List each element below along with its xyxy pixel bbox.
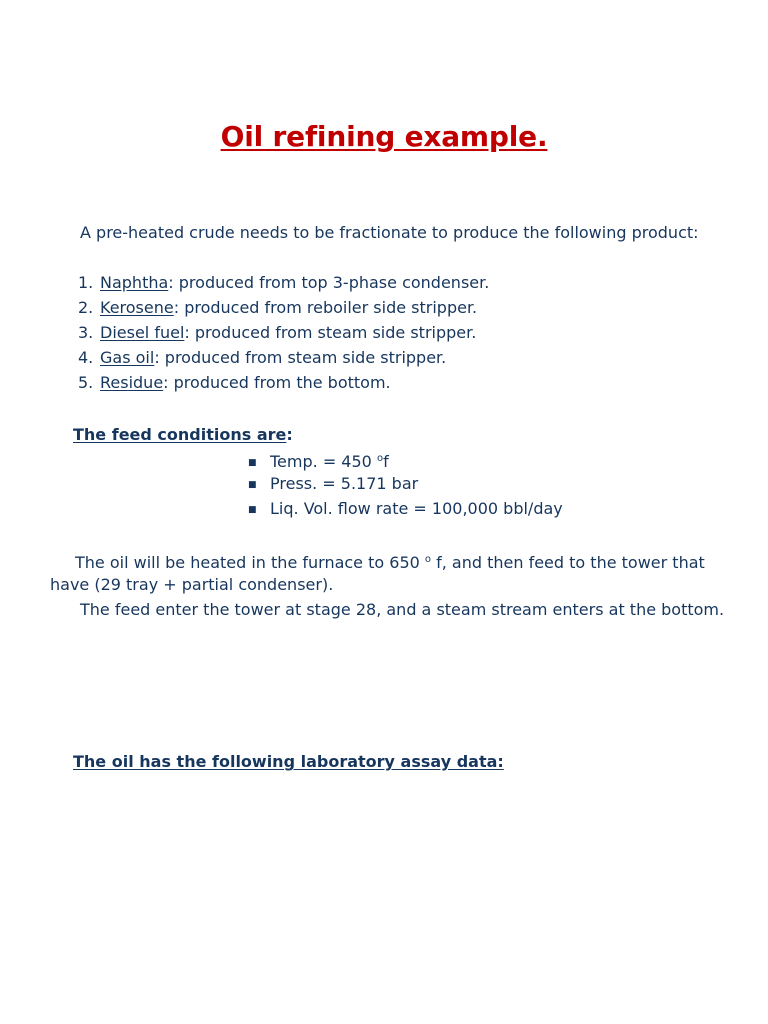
- bullet-icon: ■: [248, 458, 257, 468]
- paragraph-line-1: [75, 550, 705, 573]
- feed-heading-colon: :: [286, 425, 293, 444]
- temp-prefix: Temp. = 450: [270, 452, 377, 471]
- product-list-item: [78, 298, 477, 318]
- pressure-text: Press. = 5.171 bar: [270, 474, 419, 493]
- product-description: : produced from the bottom.: [163, 373, 391, 392]
- product-list-item: [78, 323, 476, 343]
- page-title: Oil refining example.: [220, 120, 548, 153]
- degree-sup: o: [376, 453, 384, 464]
- paragraph-line-3: The feed enter the tower at stage 28, and a steam stream enters at the bottom.: [80, 600, 725, 619]
- item-number: 4.: [78, 348, 94, 367]
- degree-sup: o: [424, 554, 432, 565]
- product-term: Gas oil: [100, 348, 155, 367]
- feed-condition-pressure: [248, 474, 418, 495]
- feed-heading-text: The feed conditions are: [73, 425, 287, 444]
- temp-suffix: f: [383, 452, 389, 471]
- item-number: 3.: [78, 323, 94, 342]
- product-description: : produced from top 3-phase condenser.: [168, 273, 490, 292]
- item-number: 1.: [78, 273, 94, 292]
- item-number: 2.: [78, 298, 94, 317]
- feed-condition-flow: [248, 499, 563, 520]
- bullet-icon: ■: [248, 480, 257, 490]
- bullet-icon: ■: [248, 505, 257, 515]
- assay-heading: The oil has the following laboratory assay data:: [73, 752, 504, 771]
- product-description: : produced from steam side stripper.: [154, 348, 447, 367]
- feed-condition-temp: [248, 449, 389, 473]
- product-list-item: [78, 273, 489, 293]
- para-suffix: f, and then feed to the tower that: [431, 553, 705, 572]
- paragraph-line-2: have (29 tray + partial condenser).: [50, 575, 334, 594]
- flow-text: Liq. Vol. flow rate = 100,000 bbl/day: [270, 499, 563, 518]
- product-description: : produced from reboiler side stripper.: [173, 298, 478, 317]
- para-prefix: The oil will be heated in the furnace to 650: [75, 553, 425, 572]
- product-term: Kerosene: [100, 298, 174, 317]
- product-list-item: [78, 348, 446, 368]
- product-term: Residue: [100, 373, 164, 392]
- intro-text: A pre-heated crude needs to be fractionate to produce the following product:: [80, 223, 699, 242]
- feed-conditions-heading: [73, 425, 293, 445]
- item-number: 5.: [78, 373, 94, 392]
- product-description: : produced from steam side stripper.: [184, 323, 477, 342]
- product-term: Naphtha: [100, 273, 169, 292]
- product-list-item: [78, 373, 391, 393]
- product-term: Diesel fuel: [100, 323, 185, 342]
